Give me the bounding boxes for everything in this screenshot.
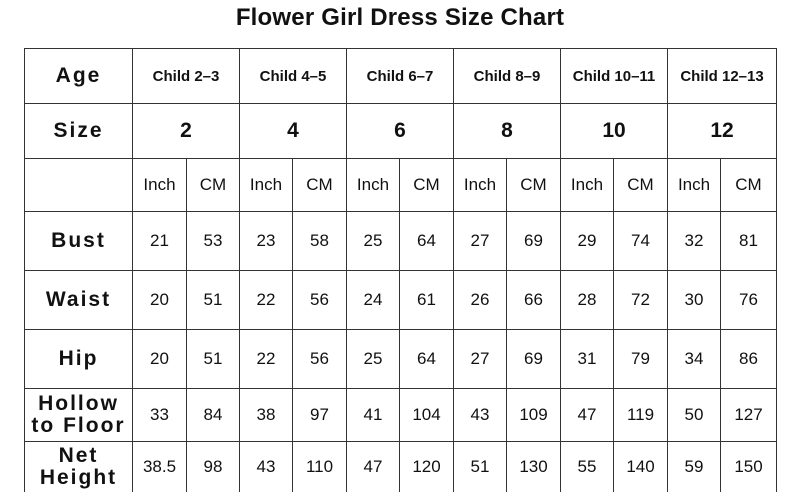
value-cell: 69 xyxy=(507,212,561,271)
net-height-row xyxy=(25,442,777,493)
row-label-line: Height xyxy=(39,466,118,489)
row-label-line: to Floor xyxy=(31,414,126,437)
value-cell: 24 xyxy=(347,271,400,330)
value-cell: 28 xyxy=(561,271,614,330)
value-cell: 84 xyxy=(187,389,240,442)
value-cell: 72 xyxy=(614,271,668,330)
value-cell: 47 xyxy=(561,389,614,442)
value-cell: 59 xyxy=(668,442,721,493)
size-header: Size xyxy=(25,104,133,159)
row-label: Hip xyxy=(25,330,133,389)
value-cell: 110 xyxy=(293,442,347,493)
value-cell: 53 xyxy=(187,212,240,271)
age-cell: Child 4–5 xyxy=(240,49,347,104)
value-cell: 31 xyxy=(561,330,614,389)
unit-row xyxy=(25,159,777,212)
hip-row xyxy=(25,330,777,389)
value-cell: 23 xyxy=(240,212,293,271)
row-label xyxy=(25,389,133,442)
value-cell: 66 xyxy=(507,271,561,330)
value-cell: 22 xyxy=(240,271,293,330)
age-header: Age xyxy=(25,49,133,104)
value-cell: 64 xyxy=(400,212,454,271)
value-cell: 25 xyxy=(347,330,400,389)
value-cell: 58 xyxy=(293,212,347,271)
row-label: Bust xyxy=(25,212,133,271)
value-cell: 127 xyxy=(721,389,777,442)
value-cell: 150 xyxy=(721,442,777,493)
waist-row xyxy=(25,271,777,330)
value-cell: 98 xyxy=(187,442,240,493)
blank-corner-cell xyxy=(25,159,133,212)
value-cell: 56 xyxy=(293,271,347,330)
value-cell: 86 xyxy=(721,330,777,389)
value-cell: 26 xyxy=(454,271,507,330)
value-cell: 120 xyxy=(400,442,454,493)
row-label-line: Net xyxy=(58,444,99,467)
size-row xyxy=(25,104,777,159)
value-cell: 32 xyxy=(668,212,721,271)
unit-inch-cell: Inch xyxy=(133,159,187,212)
unit-cm-cell: CM xyxy=(614,159,668,212)
value-cell: 55 xyxy=(561,442,614,493)
unit-inch-cell: Inch xyxy=(240,159,293,212)
size-cell: 10 xyxy=(561,104,668,159)
unit-cm-cell: CM xyxy=(293,159,347,212)
row-label xyxy=(25,442,133,493)
value-cell: 61 xyxy=(400,271,454,330)
value-cell: 41 xyxy=(347,389,400,442)
unit-inch-cell: Inch xyxy=(668,159,721,212)
size-cell: 2 xyxy=(133,104,240,159)
value-cell: 20 xyxy=(133,271,187,330)
age-cell: Child 2–3 xyxy=(133,49,240,104)
value-cell: 29 xyxy=(561,212,614,271)
value-cell: 33 xyxy=(133,389,187,442)
unit-cm-cell: CM xyxy=(400,159,454,212)
value-cell: 56 xyxy=(293,330,347,389)
value-cell: 34 xyxy=(668,330,721,389)
value-cell: 76 xyxy=(721,271,777,330)
page-title: Flower Girl Dress Size Chart xyxy=(235,4,565,31)
hollow-to-floor-row xyxy=(25,389,777,442)
value-cell: 27 xyxy=(454,330,507,389)
row-label: Waist xyxy=(25,271,133,330)
age-cell: Child 10–11 xyxy=(561,49,668,104)
age-cell: Child 12–13 xyxy=(668,49,777,104)
bottom-edge xyxy=(0,492,800,498)
unit-cm-cell: CM xyxy=(721,159,777,212)
value-cell: 50 xyxy=(668,389,721,442)
unit-cm-cell: CM xyxy=(507,159,561,212)
value-cell: 43 xyxy=(240,442,293,493)
size-cell: 6 xyxy=(347,104,454,159)
value-cell: 38 xyxy=(240,389,293,442)
age-row xyxy=(25,49,777,104)
unit-inch-cell: Inch xyxy=(561,159,614,212)
value-cell: 27 xyxy=(454,212,507,271)
bust-row xyxy=(25,212,777,271)
unit-inch-cell: Inch xyxy=(347,159,400,212)
value-cell: 104 xyxy=(400,389,454,442)
unit-inch-cell: Inch xyxy=(454,159,507,212)
value-cell: 38.5 xyxy=(133,442,187,493)
age-cell: Child 6–7 xyxy=(347,49,454,104)
value-cell: 119 xyxy=(614,389,668,442)
value-cell: 51 xyxy=(187,330,240,389)
value-cell: 97 xyxy=(293,389,347,442)
unit-cm-cell: CM xyxy=(187,159,240,212)
value-cell: 30 xyxy=(668,271,721,330)
age-cell: Child 8–9 xyxy=(454,49,561,104)
value-cell: 74 xyxy=(614,212,668,271)
value-cell: 69 xyxy=(507,330,561,389)
value-cell: 51 xyxy=(454,442,507,493)
value-cell: 47 xyxy=(347,442,400,493)
row-label-line: Hollow xyxy=(38,392,119,415)
value-cell: 130 xyxy=(507,442,561,493)
size-cell: 8 xyxy=(454,104,561,159)
value-cell: 64 xyxy=(400,330,454,389)
size-chart-table xyxy=(24,48,777,493)
value-cell: 43 xyxy=(454,389,507,442)
value-cell: 81 xyxy=(721,212,777,271)
value-cell: 20 xyxy=(133,330,187,389)
value-cell: 21 xyxy=(133,212,187,271)
value-cell: 79 xyxy=(614,330,668,389)
value-cell: 25 xyxy=(347,212,400,271)
size-cell: 12 xyxy=(668,104,777,159)
value-cell: 51 xyxy=(187,271,240,330)
size-cell: 4 xyxy=(240,104,347,159)
value-cell: 109 xyxy=(507,389,561,442)
value-cell: 22 xyxy=(240,330,293,389)
value-cell: 140 xyxy=(614,442,668,493)
